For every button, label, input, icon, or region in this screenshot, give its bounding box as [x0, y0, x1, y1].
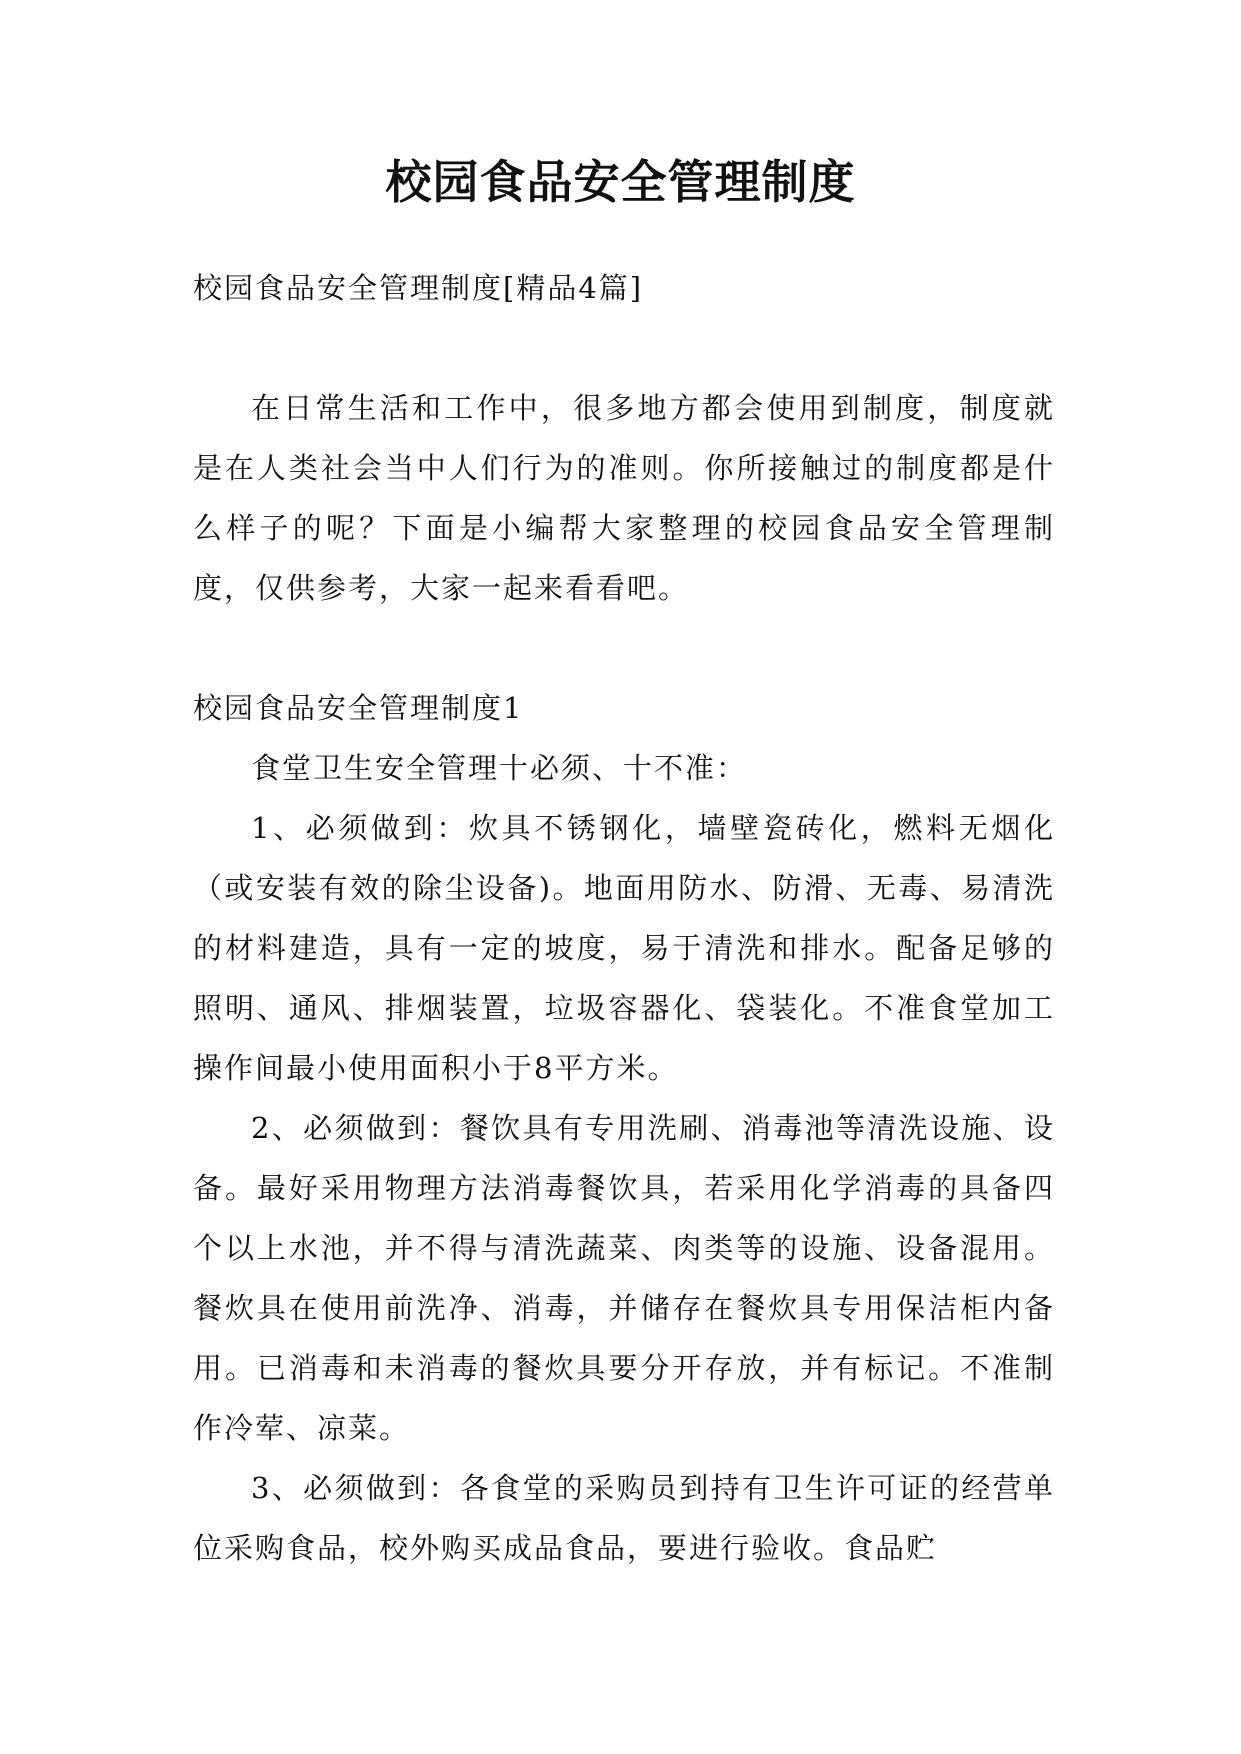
- spacer: [193, 318, 1055, 378]
- list-item: 2、必须做到：餐饮具有专用洗刷、消毒池等清洗设施、设备。最好采用物理方法消毒餐饮具，若采用化学消毒的具备四个以上水池，并不得与清洗蔬菜、肉类等的设施、设备混用。餐炊具在使用前洗净、消毒，并储存在餐炊具专用保洁柜内备用。已消毒和未消毒的餐炊具要分开存放，并有标记。不准制作冷荤、凉菜。: [193, 1111, 1055, 1445]
- list-item: 3、必须做到：各食堂的采购员到持有卫生许可证的经营单位采购食品，校外购买成品食品，要进行验收。食品贮: [193, 1471, 1055, 1565]
- section-lead: 食堂卫生安全管理十必须、十不准：: [251, 751, 748, 785]
- list-item: 1、必须做到：炊具不锈钢化，墙壁瓷砖化，燃料无烟化（或安装有效的除尘设备)。地面用防水、防滑、无毒、易清洗的材料建造，具有一定的坡度，易于清洗和排水。配备足够的照明、通风、排烟装置，垃圾容器化、袋装化。不准食堂加工操作间最小使用面积小于8平方米。: [193, 811, 1055, 1085]
- section-heading: 校园食品安全管理制度1: [193, 691, 524, 725]
- document-title: 校园食品安全管理制度: [385, 155, 856, 209]
- document-body: [193, 258, 1055, 1578]
- intro-paragraph: 在日常生活和工作中，很多地方都会使用到制度，制度就是在人类社会当中人们行为的准则。你所接触过的制度都是什么样子的呢？下面是小编帮大家整理的校园食品安全管理制度，仅供参考，大家一起来看看吧。: [193, 391, 1055, 605]
- document-subtitle: 校园食品安全管理制度[精品4篇]: [193, 271, 644, 305]
- spacer: [193, 618, 1055, 678]
